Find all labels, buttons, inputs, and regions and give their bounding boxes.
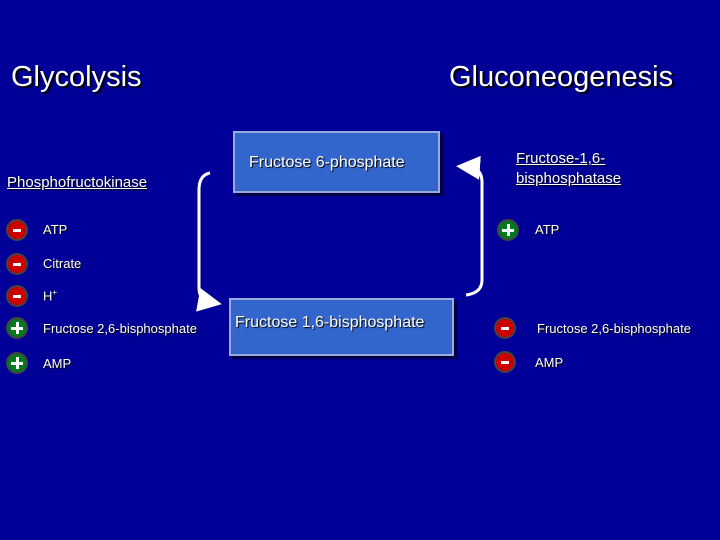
left-regulator-citrate: Citrate (43, 256, 82, 271)
phosphofructokinase-label: Phosphofructokinase (7, 174, 148, 191)
plus-icon (6, 352, 28, 374)
minus-icon (6, 285, 28, 307)
left-regulator-proton (43, 288, 57, 303)
proton-charge: + (52, 288, 58, 297)
right-regulator-amp: AMP (535, 355, 564, 370)
fructose-bisphosphatase-label: Fructose-1,6-bisphosphatase (516, 150, 622, 187)
left-regulator-atp: ATP (43, 222, 68, 237)
minus-icon (494, 351, 516, 373)
fructose-6-phosphate-box: Fructose 6-phosphate (233, 131, 440, 193)
glycolysis-title: Glycolysis (11, 61, 142, 93)
right-regulator-f26bp: Fructose 2,6-bisphosphate (537, 321, 691, 336)
proton-symbol: H (43, 288, 53, 304)
right-regulator-atp: ATP (535, 222, 560, 237)
glycolysis-arrow (199, 173, 210, 302)
left-regulator-f26bp: Fructose 2,6-bisphosphate (43, 321, 197, 336)
gluconeogenesis-title: Gluconeogenesis (449, 61, 674, 93)
minus-icon (6, 253, 28, 275)
minus-icon (6, 219, 28, 241)
gluconeogenesis-arrow (466, 167, 482, 295)
plus-icon (6, 317, 28, 339)
minus-icon (494, 317, 516, 339)
plus-icon (497, 219, 519, 241)
fructose-1-6-bisphosphate-box: Fructose 1,6-bisphosphate (229, 298, 454, 356)
left-regulator-amp: AMP (43, 356, 72, 371)
